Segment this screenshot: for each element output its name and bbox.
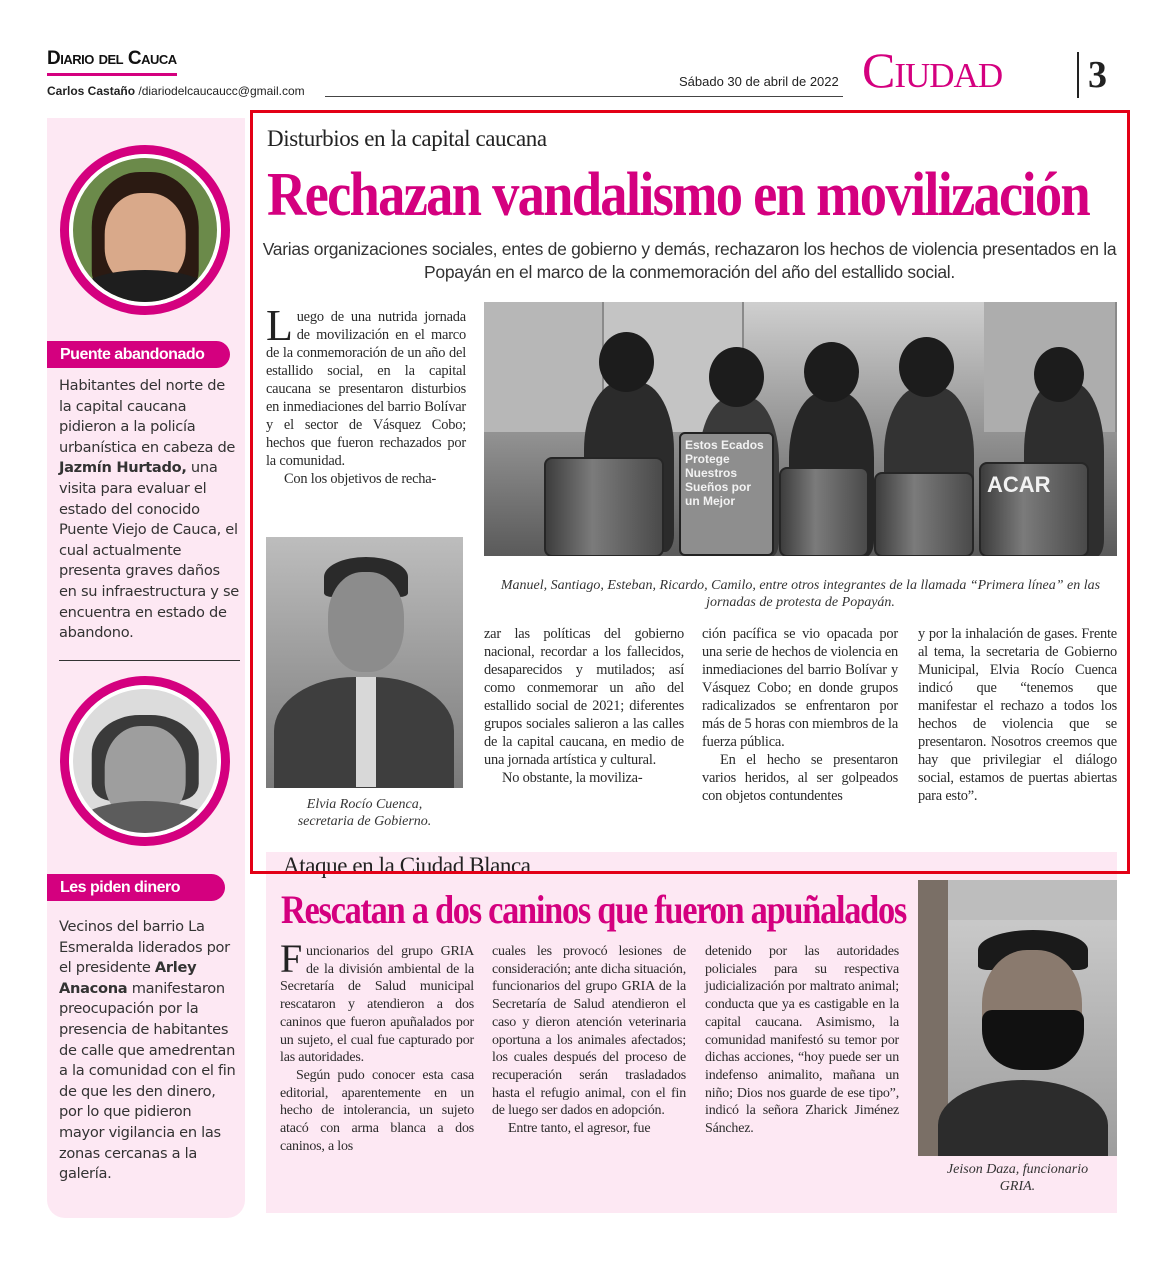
sidebar-tag-puente: Puente abandonado [47,341,230,368]
article1-photo-caption: Manuel, Santiago, Esteban, Ricardo, Camilo, entre otros integrantes de la llamada “Primera línea” en las jornadas de protesta de Popayán. [500,578,1101,610]
byline [47,84,305,98]
protest-photo: Estos Ecados Protege Nuestros Sueños por un Mejor ACAR [484,302,1117,556]
highlight-name: Jazmín Hurtado, [59,459,187,477]
article1-lead: Varias organizaciones sociales, entes de gobierno y demás, rechazaron los hechos de violencia presentados en la Popayán en el marco de la conmemoración del año del estallido social. [262,239,1117,282]
article1-headline: Rechazan vandalismo en movilización [267,161,1089,229]
article2-column-2: cuales les provocó lesiones de consideración; ante dicha situación, funcionarios del grupo GRIA de la Secretaría de Salud atendieron el caso y dieron atención veterinaria oportuna a los animales afectados; los cuales después del proceso de recuperación serán trasladados hasta el refugio animal, con el fin de luego ser dados en adopción. Entre tanto, el agresor, fue [492,944,686,1137]
sidebar-divider [59,660,240,661]
sidebar-text-dinero: Vecinos del barrio La Esmeralda liderados por el presidente Arley Anacona manifestaron preocupación por la presencia de habitantes de calle que amedrentan a la comunidad con el fin de que les den dinero, por lo que pidieron mayor vigilancia en las zonas cercanas a la galería. [59,918,236,1183]
section-title: Ciudad [862,42,1003,98]
page-number: 3 [1088,54,1107,96]
article2-headline: Rescatan a dos caninos que fueron apuñalados [281,887,907,932]
masthead-rule [47,73,177,76]
article2-photo-caption: Jeison Daza, funcionario GRIA. [946,1162,1089,1194]
face-mask [982,1010,1084,1070]
byline-rule [325,96,843,97]
article2-column-1: Funcionarios del grupo GRIA de la división ambiental de la Secretaría de Salud municipal rescataron y atendieron a dos caninos que fueron apuñalados por un sujeto, el cual fue capturado por las autoridades. Según pudo conocer esta casa editorial, aparentemente en un hecho de intolerancia, un sujeto atacó con arma blanca a dos caninos, a los [280,936,474,1154]
article2-column-3: detenido por las autoridades policiales para su respectiva judicialización por maltrato animal; conducta que ya es castigable en la capital caucana. Asimismo, la comunidad manifestó su temor por dichas acciones, “hoy puede ser un indefenso animalito, mañana un niño; Dios nos guarde de ese tipo”, indicó la señora Zharick Jiménez Sánchez. [705,944,899,1137]
issue-date: Sábado 30 de abril de 2022 [679,74,839,89]
avatar-arley-anacona [60,676,230,846]
dropcap: L [266,301,293,350]
article1-column-4: y por la inhalación de gases. Frente al tema, la secretaria de Gobierno Municipal, Elvia Rocío Cuenca indicó que “tenemos que manifestar el rechazo a todos los hechos de violencia que se presentaron. Nosotros creemos que hay que privilegiar el diálogo social, estamos de puertas abiertas para esto”. [918,626,1117,804]
sidebar-tag-dinero: Les piden dinero [47,874,225,901]
highlight-name: Arley Anacona [59,959,197,997]
article1-kicker: Disturbios en la capital caucana [267,126,547,151]
article1-column-1: Luego de una nutrida jornada de movilización en el marco de la conmemoración de un año del estallido social, en la capital caucana se presentaron disturbios en inmediaciones del barrio Bolívar y el sector de Vásquez Cobo; hechos que fueron rechazados por la comunidad. Con los objetivos de recha- [266,301,466,487]
sidebar-text-puente: Habitantes del norte de la capital caucana pidieron a la policía urbanística en cabeza de Jazmín Hurtado, una visita para evaluar el estado del conocido Puente Viejo de Cauca, el cual actualmente presenta graves daños en su infraestructura y se encuentra en estado de abandono. [59,377,239,642]
protest-sign: Estos Ecados Protege Nuestros Sueños por un Mejor [679,432,774,556]
byline-author: Carlos Castaño [47,84,136,98]
photo-elvia-rocio-cuenca [266,537,463,788]
byline-email[interactable]: /diariodelcaucaucc@gmail.com [138,84,305,98]
article1-portrait-caption: Elvia Rocío Cuenca, secretaria de Gobierno. [297,797,432,829]
article1-column-3: ción pacífica se vio opacada por una serie de hechos de violencia en inmediaciones del barrio Bolívar y Vásquez Cobo; en donde grupos radicalizados se enfrentaron por más de 5 horas con miembros de la fuerza pública. En el hecho se presentaron varios heridos, al ser golpeados con objetos contundentes [702,626,899,804]
dropcap: F [280,936,303,981]
masthead-name: Diario del Cauca [47,48,177,69]
section-separator [1077,52,1079,98]
article1-column-2: zar las políticas del gobierno nacional, recordar a los fallecidos, desaparecidos y mutilados; así como conmemorar un año del estallido social de 2021; diferentes grupos sociales salieron a las calles de la capital caucana, en medio de una jornada artística y cultural. No obstante, la moviliza- [484,626,684,786]
photo-jeison-daza [918,880,1117,1156]
avatar-jazmin-hurtado [60,145,230,315]
article2-kicker: Ataque en la Ciudad Blanca [283,853,531,878]
